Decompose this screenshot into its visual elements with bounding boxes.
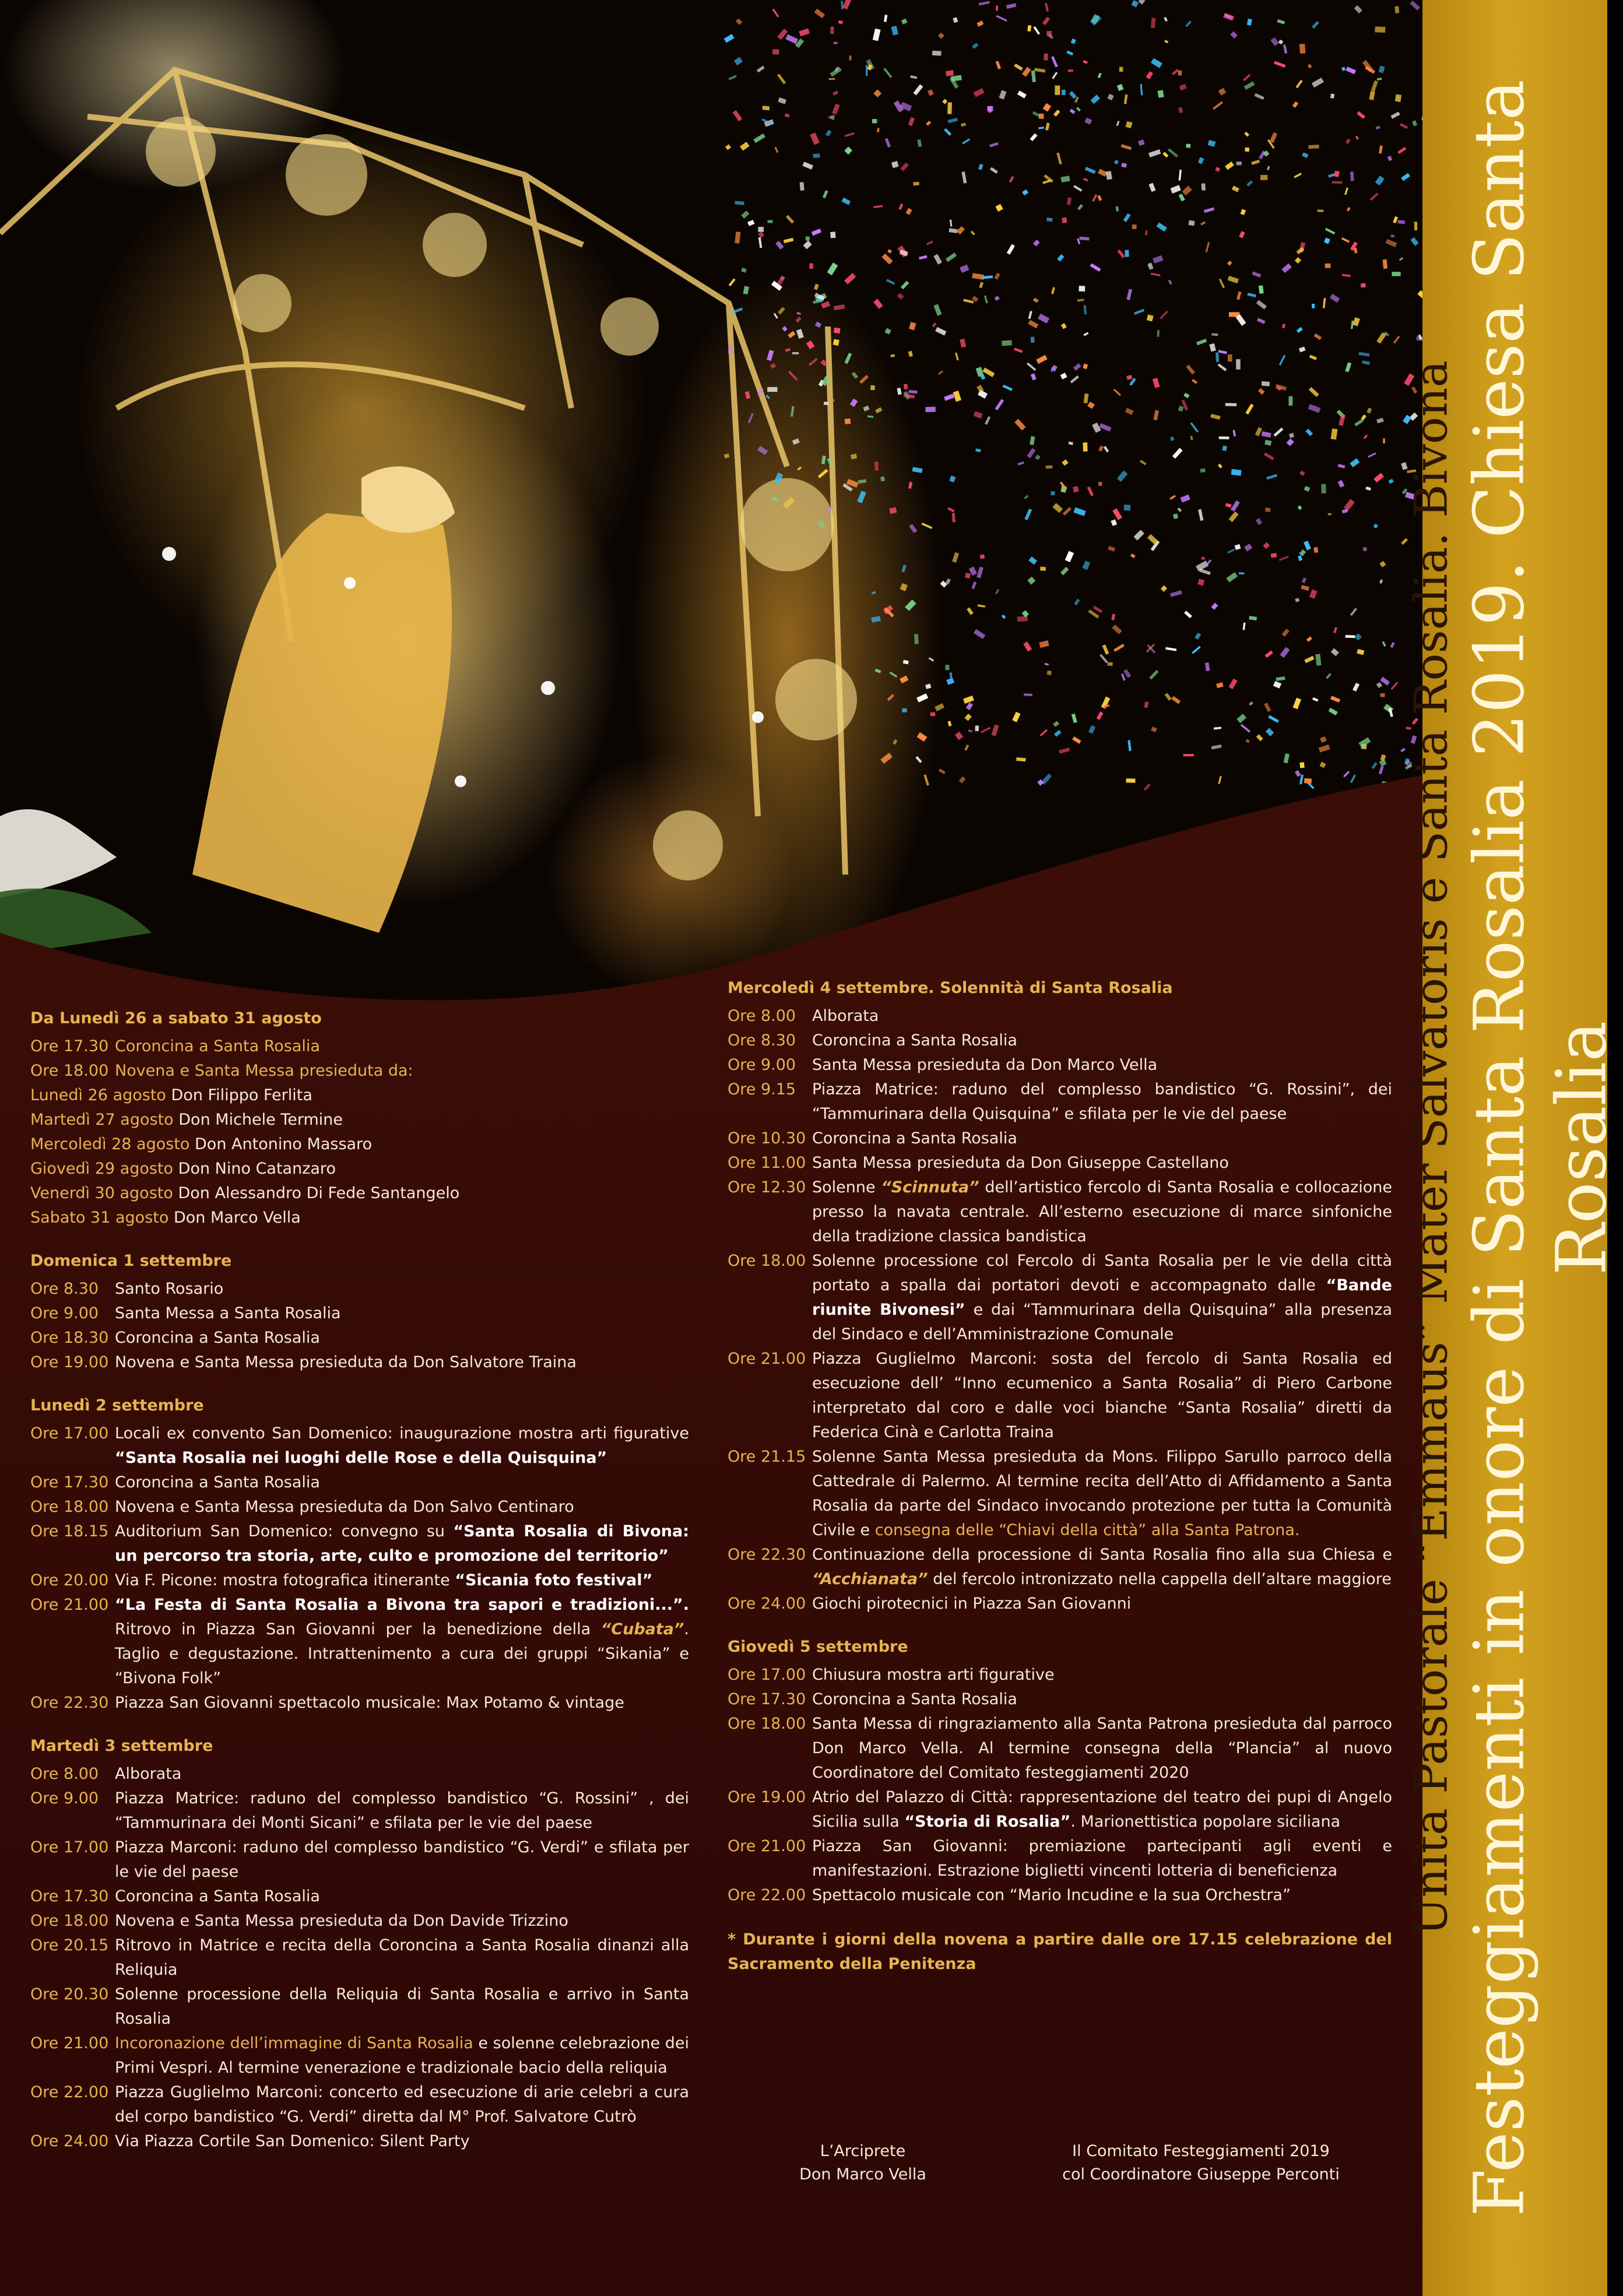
schedule-row xyxy=(30,1568,689,1593)
event-text: “Sicania foto festival” xyxy=(455,1571,653,1589)
event-text: Incoronazione dell’immagine di Santa Rosalia xyxy=(115,2034,473,2052)
schedule-row xyxy=(30,1421,689,1470)
celebrant-text: Don Antonino Massaro xyxy=(195,1135,373,1153)
day-section xyxy=(30,1735,689,2154)
day-heading: Mercoledì 4 settembre. Solennità di Santa Rosalia xyxy=(728,979,1173,997)
schedule-row xyxy=(728,1592,1392,1616)
event-description xyxy=(812,1445,1392,1543)
sidebar-title xyxy=(1406,52,1623,2244)
schedule-row xyxy=(30,1277,689,1301)
event-text: e solenne celebrazione dei Primi Vespri. Al termine venerazione e tradizionale bacio della reliquia xyxy=(115,2034,690,2077)
schedule-row xyxy=(728,1834,1392,1883)
event-description xyxy=(812,1592,1392,1616)
event-text: Auditorium San Domenico: convegno su xyxy=(115,1522,454,1540)
event-text: “Cubata” xyxy=(600,1620,684,1638)
event-text: Spettacolo musicale con “Mario Incudine e la sua Orchestra” xyxy=(812,1886,1291,1904)
event-time: Ore 21.00 xyxy=(728,1350,806,1368)
event-description xyxy=(115,1691,689,1715)
event-text: Santa Messa a Santa Rosalia xyxy=(115,1304,341,1322)
event-text: Santa Messa presieduta da Don Giuseppe Castellano xyxy=(812,1154,1229,1172)
event-text: Alborata xyxy=(812,1007,879,1025)
event-text: Santa Messa presieduta da Don Marco Vella xyxy=(812,1056,1158,1074)
event-time: Ore 8.00 xyxy=(728,1007,796,1025)
event-description xyxy=(115,1568,689,1593)
event-description xyxy=(812,1053,1392,1077)
schedule-row xyxy=(728,1712,1392,1785)
celebrant-text: Don Alessandro Di Fede Santangelo xyxy=(178,1184,460,1202)
event-time: Ore 12.30 xyxy=(728,1178,806,1196)
novena-celebrant xyxy=(30,1206,689,1230)
schedule-row xyxy=(728,1785,1392,1834)
event-text: Novena e Santa Messa presieduta da: xyxy=(115,1062,413,1080)
schedule-row xyxy=(30,1470,689,1495)
event-description xyxy=(115,1909,689,1933)
event-text: “Santa Rosalia nei luoghi delle Rose e della Quisquina” xyxy=(115,1449,607,1467)
day-section xyxy=(728,977,1392,1616)
event-text: Ritrovo in Matrice e recita della Coroncina a Santa Rosalia dinanzi alla Reliquia xyxy=(115,1936,689,1979)
signature-name: Don Marco Vella xyxy=(799,2165,926,2183)
schedule-row xyxy=(728,1175,1392,1249)
event-text: Coroncina a Santa Rosalia xyxy=(812,1690,1017,1708)
event-text: Piazza Guglielmo Marconi: sosta del fercolo di Santa Rosalia ed esecuzione dell’ “Inno ecumenico a Santa Rosalia” di Piero Carbone interpretato dal coro e dalle voci bianche “Santa Rosalia” diretti da Federica Cinà e Carlotta Traina xyxy=(812,1350,1392,1441)
schedule-row xyxy=(30,2129,689,2154)
schedule-row xyxy=(30,1350,689,1375)
event-text: Coroncina a Santa Rosalia xyxy=(812,1129,1017,1147)
event-description xyxy=(812,1028,1392,1053)
event-description xyxy=(115,1350,689,1375)
novena-celebrant xyxy=(30,1157,689,1181)
schedule-row xyxy=(728,1445,1392,1543)
event-description xyxy=(115,1301,689,1326)
event-time: Ore 18.00 xyxy=(728,1715,806,1733)
event-text: Coroncina a Santa Rosalia xyxy=(115,1473,320,1491)
event-text: “Storia di Rosalia” xyxy=(904,1813,1071,1831)
event-description xyxy=(115,1519,689,1568)
event-time: Ore 18.00 xyxy=(30,1498,109,1516)
event-description xyxy=(115,1326,689,1350)
schedule-row xyxy=(30,1835,689,1884)
schedule-row xyxy=(728,1883,1392,1908)
event-description xyxy=(115,1059,689,1083)
right-sections xyxy=(728,977,1392,1908)
event-description xyxy=(812,1785,1392,1834)
schedule-row xyxy=(30,1884,689,1909)
schedule-row xyxy=(30,2031,689,2080)
event-text: Coroncina a Santa Rosalia xyxy=(812,1031,1017,1049)
event-description xyxy=(812,1249,1392,1347)
event-text: “Santa Rosalia di Bivona: un percorso tra storia, arte, culto e promozione del territorio” xyxy=(115,1522,689,1565)
event-text: Novena e Santa Messa presieduta da Don Salvatore Traina xyxy=(115,1353,577,1371)
event-description xyxy=(115,1470,689,1495)
novena-celebrant xyxy=(30,1108,689,1132)
event-time: Ore 20.00 xyxy=(30,1571,109,1589)
event-time: Ore 18.15 xyxy=(30,1522,109,1540)
event-description xyxy=(115,2080,689,2129)
schedule-left-column xyxy=(30,1007,689,2174)
schedule-row xyxy=(728,1151,1392,1175)
event-time: Ore 9.00 xyxy=(30,1789,99,1807)
event-time: Ore 21.00 xyxy=(728,1837,806,1855)
event-time: Ore 18.00 xyxy=(30,1912,109,1930)
schedule-row xyxy=(30,1034,689,1059)
schedule-row xyxy=(30,1326,689,1350)
event-text: Coroncina a Santa Rosalia xyxy=(115,1329,320,1347)
event-time: Ore 20.15 xyxy=(30,1936,109,1954)
schedule-row xyxy=(30,1786,689,1835)
event-description xyxy=(812,1543,1392,1592)
signature-arciprete xyxy=(775,2140,950,2186)
event-text: Coroncina a Santa Rosalia xyxy=(115,1037,320,1055)
event-description xyxy=(115,2031,689,2080)
day-heading: Lunedì 2 settembre xyxy=(30,1396,204,1414)
day-section xyxy=(30,1007,689,1230)
event-text: Santa Messa di ringraziamento alla Santa Patrona presieduta dal parroco Don Marco Vella. Al termine consegna della “Plancia” al nuovo Coordinatore del Comitato festeggiamenti 2020 xyxy=(812,1715,1392,1782)
event-text: Coroncina a Santa Rosalia xyxy=(115,1887,320,1905)
day-heading: Martedì 3 settembre xyxy=(30,1737,213,1755)
event-time: Ore 21.15 xyxy=(728,1448,806,1466)
event-description xyxy=(115,1593,689,1691)
event-description xyxy=(115,1884,689,1909)
event-description xyxy=(115,1277,689,1301)
event-time: Ore 17.30 xyxy=(30,1037,109,1055)
event-text: . Marionettistica popolare siciliana xyxy=(1070,1813,1341,1831)
penitence-note: * Durante i giorni della novena a partire dalle ore 17.15 celebrazione del Sacramento della Penitenza xyxy=(728,1930,1392,1973)
parish-heading: Unità Pastorale “Emmaus” Mater Salvatoris e Santa Rosalia. Bivona xyxy=(1405,360,1458,1936)
event-text: consegna delle “Chiavi della città” alla Santa Patrona. xyxy=(874,1521,1300,1539)
schedule-row xyxy=(728,1347,1392,1445)
event-description xyxy=(812,1077,1392,1126)
curve-divider xyxy=(0,0,1422,1026)
event-time: Ore 20.30 xyxy=(30,1985,109,2003)
event-text: Piazza San Giovanni spettacolo musicale: Max Potamo & vintage xyxy=(115,1694,624,1712)
day-section xyxy=(30,1250,689,1375)
schedule-row xyxy=(30,1691,689,1715)
event-description xyxy=(812,1834,1392,1883)
event-time: Ore 18.00 xyxy=(728,1252,806,1270)
signature-title: Il Comitato Festeggiamenti 2019 xyxy=(1072,2142,1330,2160)
event-text: Novena e Santa Messa presieduta da Don Davide Trizzino xyxy=(115,1912,568,1930)
schedule-row xyxy=(30,1593,689,1691)
event-text: Via F. Picone: mostra fotografica itinerante xyxy=(115,1571,455,1589)
event-text: dell’artistico fercolo di Santa Rosalia e collocazione presso la navata centrale. All’esterno esecuzione di marce sinfoniche della tradizione classica bandistica xyxy=(812,1178,1392,1245)
event-time: Ore 18.00 xyxy=(30,1062,109,1080)
event-text: Piazza Guglielmo Marconi: concerto ed esecuzione di arie celebri a cura del corpo bandistico “G. Verdi” diretta dal M° Prof. Salvatore Cutrò xyxy=(115,2083,689,2126)
event-text: Locali ex convento San Domenico: inaugurazione mostra arti figurative xyxy=(115,1424,689,1442)
schedule-row xyxy=(30,2080,689,2129)
event-time: Ore 9.15 xyxy=(728,1080,796,1098)
event-time: Ore 19.00 xyxy=(728,1788,806,1806)
celebrant-text: Don Nino Catanzaro xyxy=(178,1160,336,1178)
event-text: “La Festa di Santa Rosalia a Bivona tra sapori e tradizioni...”. xyxy=(115,1596,689,1614)
schedule-row xyxy=(30,1495,689,1519)
day-heading: Da Lunedì 26 a sabato 31 agosto xyxy=(30,1009,322,1027)
event-time: Ore 9.00 xyxy=(728,1056,796,1074)
event-time: Ore 24.00 xyxy=(728,1595,806,1613)
event-time: Ore 17.00 xyxy=(30,1838,109,1856)
event-time: Ore 24.00 xyxy=(30,2132,109,2150)
event-time: Ore 17.30 xyxy=(30,1473,109,1491)
event-time: Ore 21.00 xyxy=(30,2034,109,2052)
event-time: Ore 8.30 xyxy=(30,1280,99,1298)
event-text: . Taglio e degustazione. Intrattenimento a cura dei gruppi “Sikania” e “Bivona Folk” xyxy=(115,1620,689,1687)
schedule-row xyxy=(30,1301,689,1326)
schedule-row xyxy=(728,1126,1392,1151)
event-text: Piazza San Giovanni: premiazione partecipanti agli eventi e manifestazioni. Estrazione biglietti vincenti lotteria di beneficienza xyxy=(812,1837,1392,1880)
event-text: Via Piazza Cortile San Domenico: Silent Party xyxy=(115,2132,470,2150)
event-description xyxy=(812,1712,1392,1785)
event-time: Ore 9.00 xyxy=(30,1304,99,1322)
novena-celebrant xyxy=(30,1132,689,1157)
schedule-row xyxy=(728,1077,1392,1126)
celebrant-text: Sabato 31 agosto xyxy=(30,1209,174,1227)
event-text: e dai “Tammurinara della Quisquina” alla presenza del Sindaco e dell’Amministrazione Comunale xyxy=(812,1301,1392,1343)
event-text: Piazza Marconi: raduno del complesso bandistico “G. Verdi” e sfilata per le vie del paese xyxy=(115,1838,689,1881)
event-time: Ore 22.30 xyxy=(728,1546,806,1564)
event-time: Ore 17.30 xyxy=(30,1887,109,1905)
signature-title: L’Arciprete xyxy=(820,2142,906,2160)
day-section xyxy=(30,1395,689,1715)
event-description xyxy=(115,1982,689,2031)
event-text: Atrio del Palazzo di Città: rappresentazione del teatro dei pupi di Angelo Sicilia sulla xyxy=(812,1788,1392,1831)
celebrant-text: Martedì 27 agosto xyxy=(30,1111,179,1129)
event-time: Ore 21.00 xyxy=(30,1596,109,1614)
event-description xyxy=(115,1933,689,1982)
signature-comitato xyxy=(1020,2140,1382,2186)
event-text: Continuazione della processione di Santa Rosalia fino alla sua Chiesa e xyxy=(812,1546,1392,1564)
event-text: Alborata xyxy=(115,1765,182,1783)
schedule-row xyxy=(728,1028,1392,1053)
schedule-row xyxy=(30,1519,689,1568)
event-text: Piazza Matrice: raduno del complesso bandistico “G. Rossini”, dei “Tammurinara della Quisquina” e sfilata per le vie del paese xyxy=(812,1080,1392,1123)
event-time: Ore 8.00 xyxy=(30,1765,99,1783)
signature-name: col Coordinatore Giuseppe Perconti xyxy=(1062,2165,1340,2183)
signatures xyxy=(758,2140,1387,2186)
event-time: Ore 22.00 xyxy=(30,2083,109,2101)
day-section xyxy=(728,1636,1392,1908)
celebrant-text: Don Michele Termine xyxy=(178,1111,343,1129)
event-time: Ore 11.00 xyxy=(728,1154,806,1172)
celebrant-text: Lunedì 26 agosto xyxy=(30,1086,171,1104)
event-description xyxy=(812,1175,1392,1249)
event-description xyxy=(115,2129,689,2154)
schedule-row xyxy=(728,1053,1392,1077)
schedule-right-column xyxy=(728,977,1392,1976)
event-text: del fercolo intronizzato nella cappella dell’altare maggiore xyxy=(928,1570,1392,1588)
festival-title: Festeggiamenti in onore di Santa Rosalia 2019. Chiesa Santa Rosalia xyxy=(1459,79,1622,2217)
event-description xyxy=(812,1663,1392,1687)
day-heading: Domenica 1 settembre xyxy=(30,1252,232,1270)
event-text: Solenne xyxy=(812,1178,881,1196)
event-description xyxy=(812,1687,1392,1712)
event-time: Ore 17.00 xyxy=(30,1424,109,1442)
event-time: Ore 17.00 xyxy=(728,1666,806,1684)
event-text: Ritrovo in Piazza San Giovanni per la benedizione della xyxy=(115,1620,601,1638)
celebrant-text: Venerdì 30 agosto xyxy=(30,1184,178,1202)
event-text: Santo Rosario xyxy=(115,1280,224,1298)
event-text: Novena e Santa Messa presieduta da Don Salvo Centinaro xyxy=(115,1498,574,1516)
event-description xyxy=(812,1151,1392,1175)
novena-celebrant xyxy=(30,1181,689,1206)
event-description xyxy=(812,1883,1392,1908)
event-description xyxy=(115,1421,689,1470)
schedule-row xyxy=(728,1543,1392,1592)
celebrant-text: Mercoledì 28 agosto xyxy=(30,1135,195,1153)
event-description xyxy=(115,1762,689,1786)
event-description xyxy=(115,1835,689,1884)
celebrant-text: Don Filippo Ferlita xyxy=(171,1086,312,1104)
event-time: Ore 22.30 xyxy=(30,1694,109,1712)
schedule-row xyxy=(728,1663,1392,1687)
event-description xyxy=(115,1034,689,1059)
event-time: Ore 17.30 xyxy=(728,1690,806,1708)
schedule-row xyxy=(728,1687,1392,1712)
event-description xyxy=(812,1347,1392,1445)
event-time: Ore 19.00 xyxy=(30,1353,109,1371)
event-text: Solenne processione col Fercolo di Santa Rosalia per le vie della città portato a spalla dai portatori devoti e accompagnato dalle xyxy=(812,1252,1392,1294)
event-text: “Bande riunite Bivonesi” xyxy=(812,1276,1392,1319)
event-description xyxy=(115,1786,689,1835)
schedule-row xyxy=(30,1059,689,1083)
event-text: “Scinnuta” xyxy=(881,1178,979,1196)
event-description xyxy=(812,1004,1392,1028)
event-time: Ore 22.00 xyxy=(728,1886,806,1904)
schedule-row xyxy=(30,1933,689,1982)
event-description xyxy=(812,1126,1392,1151)
novena-celebrant xyxy=(30,1083,689,1108)
event-text: Piazza Matrice: raduno del complesso bandistico “G. Rossini” , dei “Tammurinara dei Monti Sicani” e sfilata per le vie del paese xyxy=(115,1789,689,1832)
event-description xyxy=(115,1495,689,1519)
schedule-row xyxy=(728,1249,1392,1347)
event-text: Giochi pirotecnici in Piazza San Giovanni xyxy=(812,1595,1132,1613)
schedule-row xyxy=(30,1982,689,2031)
event-time: Ore 18.30 xyxy=(30,1329,109,1347)
celebrant-text: Don Marco Vella xyxy=(173,1209,301,1227)
event-text: Solenne processione della Reliquia di Santa Rosalia e arrivo in Santa Rosalia xyxy=(115,1985,689,2028)
schedule-row xyxy=(30,1762,689,1786)
event-text: Solenne Santa Messa presieduta da Mons. Filippo Sarullo parroco della Cattedrale di Palermo. Al termine recita dell’Atto di Affidamento a Santa Rosalia da parte del Sindaco invocando protezione per tutta la Comunità Civile e xyxy=(812,1448,1392,1539)
day-heading: Giovedì 5 settembre xyxy=(728,1638,908,1656)
event-time: Ore 10.30 xyxy=(728,1129,806,1147)
schedule-row xyxy=(30,1909,689,1933)
event-text: Chiusura mostra arti figurative xyxy=(812,1666,1055,1684)
event-time: Ore 8.30 xyxy=(728,1031,796,1049)
event-text: “Acchianata” xyxy=(812,1570,928,1588)
schedule-row xyxy=(728,1004,1392,1028)
celebrant-text: Giovedì 29 agosto xyxy=(30,1160,178,1178)
